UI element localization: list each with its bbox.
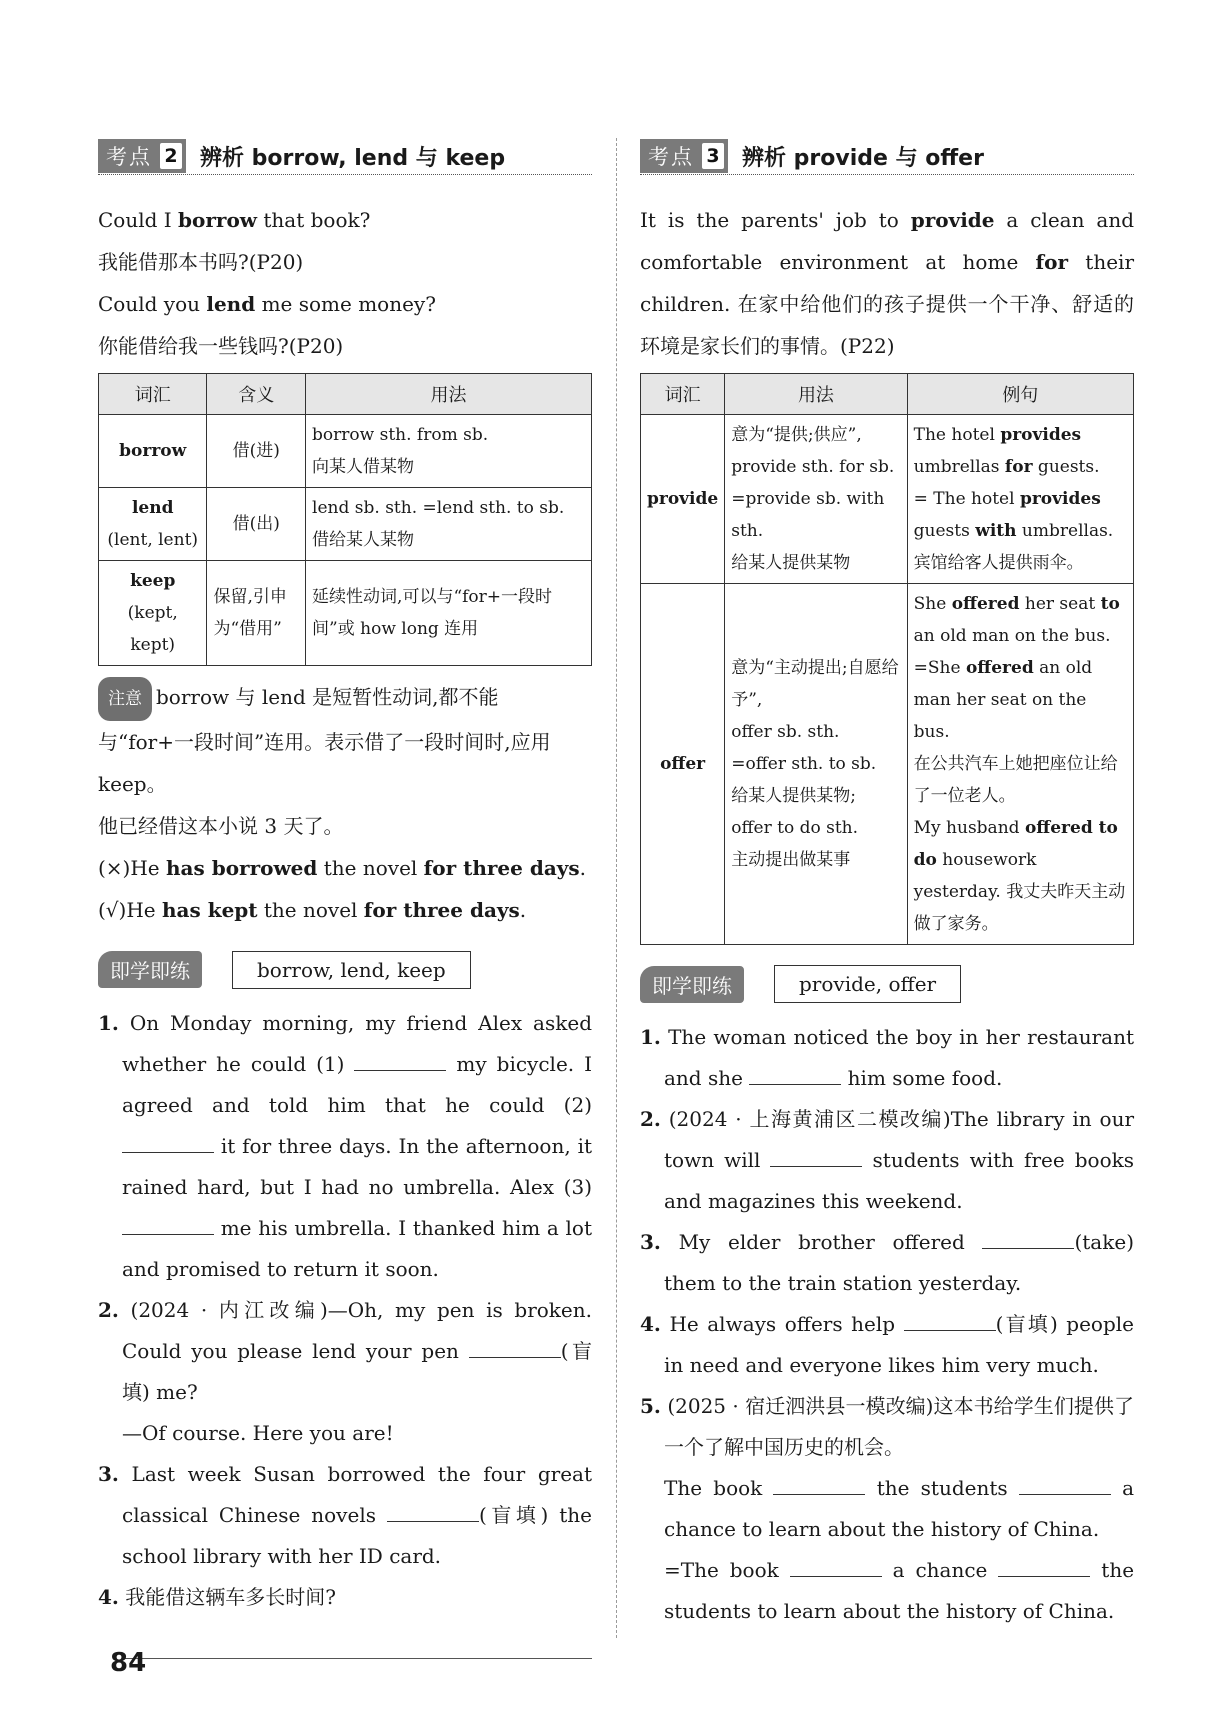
note-tag: 注意 xyxy=(98,677,152,721)
table-row xyxy=(99,488,592,561)
badge-label: 考点 xyxy=(106,145,152,169)
question-3: 3. Last week Susan borrowed the four great classical Chinese novels (盲填) the school library with her ID card. xyxy=(98,1461,593,1568)
badge-number: 3 xyxy=(702,143,724,169)
table-cell-word: lend (lent, lent) xyxy=(99,488,207,561)
question-2: 2. (2024 · 上海黄浦区二模改编)The library in our town will students with free books and magazines this weekend. xyxy=(640,1107,1135,1213)
question-4: 4. He always offers help (盲填) people in need and everyone likes him very much. xyxy=(640,1304,1134,1386)
table-cell-usage: 意为“提供;供应”, provide sth. for sb. =provide sb. with sth. 给某人提供某物 xyxy=(725,415,907,584)
table-header: 用法 xyxy=(725,374,907,415)
table-cell-word: borrow xyxy=(99,415,207,488)
section-header-3 xyxy=(640,138,1134,175)
intro-paragraph: It is the parents' job to provide a clean and comfortable environment at home for their children. 在家中给他们的孩子提供一个干净、舒适的环境是家长们的事情。(P22) xyxy=(640,208,1135,358)
answer-blank[interactable] xyxy=(773,1472,865,1495)
right-column xyxy=(640,138,1134,1632)
table-header: 词汇 xyxy=(99,374,207,415)
intro-line: Could you lend me some money? xyxy=(98,292,436,316)
answer-blank[interactable] xyxy=(354,1048,446,1071)
vocab-table xyxy=(98,373,592,666)
practice-tag: 即学即练 xyxy=(98,951,202,988)
question-2: 2. (2024 · 内江改编)—Oh, my pen is broken. Could you please lend your pen (盲填) me? xyxy=(98,1297,592,1404)
practice-header xyxy=(98,951,592,989)
table-row xyxy=(641,415,1134,584)
answer-blank[interactable] xyxy=(790,1554,882,1577)
section-title: 辨析 borrow, lend 与 keep xyxy=(200,145,506,171)
question-5-sentence-a: The book the students a chance to learn about the history of China. xyxy=(640,1468,1134,1550)
answer-line[interactable] xyxy=(122,1638,592,1659)
answer-blank[interactable] xyxy=(770,1144,862,1167)
table-cell-meaning: 保留,引申为“借用” xyxy=(207,561,306,666)
section-header-2 xyxy=(98,138,592,175)
table-cell-word: keep (kept, kept) xyxy=(99,561,207,666)
answer-blank[interactable] xyxy=(387,1499,479,1522)
note-example: 他已经借这本小说 3 天了。 xyxy=(98,813,344,838)
table-row xyxy=(641,584,1134,945)
table-header: 用法 xyxy=(306,374,592,415)
answer-blank[interactable] xyxy=(904,1308,996,1331)
section-title: 辨析 provide 与 offer xyxy=(742,145,984,171)
table-cell-meaning: 借(出) xyxy=(207,488,306,561)
table-cell-usage: lend sb. sth. =lend sth. to sb. 借给某人某物 xyxy=(306,488,592,561)
answer-blank[interactable] xyxy=(998,1554,1090,1577)
table-header: 含义 xyxy=(207,374,306,415)
table-cell-example: She offered her seat to an old man on the bus. =She offered an old man her seat on the bus. 在公共汽车上她把座位让给了一位老人。 My husband offered to do housework yesterday. 我丈夫昨天主动做了家务。 xyxy=(907,584,1133,945)
table-row xyxy=(99,415,592,488)
badge-label: 考点 xyxy=(648,145,694,169)
table-cell-usage: borrow sth. from sb. 向某人借某物 xyxy=(306,415,592,488)
table-cell-usage: 意为“主动提出;自愿给予”, offer sb. sth. =offer sth. to sb. 给某人提供某物; offer to do sth. 主动提出做某事 xyxy=(725,584,907,945)
right-example: (√)He has kept the novel for three days. xyxy=(98,897,527,922)
table-cell-example: The hotel provides umbrellas for guests. = The hotel provides guests with umbrellas. 宾馆给客人提供雨伞。 xyxy=(907,415,1133,584)
answer-blank[interactable] xyxy=(1019,1472,1111,1495)
table-header: 例句 xyxy=(907,374,1133,415)
table-cell-word: provide xyxy=(641,415,725,584)
question-5-sentence-b: =The book a chance the students to learn about the history of China. xyxy=(640,1550,1134,1632)
question-4: 4. 我能借这辆车多长时间? xyxy=(98,1584,336,1609)
page-number: 84 xyxy=(110,1648,147,1678)
section-badge xyxy=(98,139,186,173)
practice-tag: 即学即练 xyxy=(640,966,744,1003)
table-row xyxy=(99,561,592,666)
note-paragraph: 注意 borrow 与 lend 是短暂性动词,都不能与“for+一段时间”连用。表示借了一段时间时,应用 keep。 xyxy=(98,676,592,805)
badge-number: 2 xyxy=(160,143,182,169)
vocab-table xyxy=(640,373,1134,945)
table-cell-word: offer xyxy=(641,584,725,945)
wrong-example: (×)He has borrowed the novel for three days. xyxy=(98,855,587,880)
table-header: 词汇 xyxy=(641,374,725,415)
question-5: 5. (2025 · 宿迁泗洪县一模改编)这本书给学生们提供了一个了解中国历史的机会。 xyxy=(640,1394,1135,1459)
intro-line: 你能借给我一些钱吗?(P20) xyxy=(98,334,344,358)
answer-blank[interactable] xyxy=(122,1212,214,1235)
column-divider xyxy=(616,138,617,1638)
question-1: 1. The woman noticed the boy in her restaurant and she him some food. xyxy=(640,1025,1134,1090)
question-3: 3. My elder brother offered (take) them to the train station yesterday. xyxy=(640,1222,1134,1304)
answer-blank[interactable] xyxy=(749,1062,841,1085)
intro-line: Could I borrow that book? xyxy=(98,208,371,232)
question-1: 1. On Monday morning, my friend Alex asked whether he could (1) my bicycle. I agreed and told him that he could (2) it for three days. In the afternoon, it rained hard, but I had no umbrella. Alex (3) me his umbrella. I thanked him a lot and promised to return it soon. xyxy=(98,1010,593,1281)
intro-line: 我能借那本书吗?(P20) xyxy=(98,250,304,274)
answer-blank[interactable] xyxy=(469,1335,561,1358)
practice-header xyxy=(640,965,1134,1003)
section-badge xyxy=(640,139,728,173)
table-cell-meaning: 借(进) xyxy=(207,415,306,488)
question-2-reply: —Of course. Here you are! xyxy=(122,1420,394,1445)
answer-blank[interactable] xyxy=(122,1130,214,1153)
table-cell-usage: 延续性动词,可以与“for+一段时间”或 how long 连用 xyxy=(306,561,592,666)
word-bank: provide, offer xyxy=(774,965,961,1003)
word-bank: borrow, lend, keep xyxy=(232,951,471,989)
left-column xyxy=(98,138,592,1659)
answer-blank[interactable] xyxy=(982,1226,1074,1249)
